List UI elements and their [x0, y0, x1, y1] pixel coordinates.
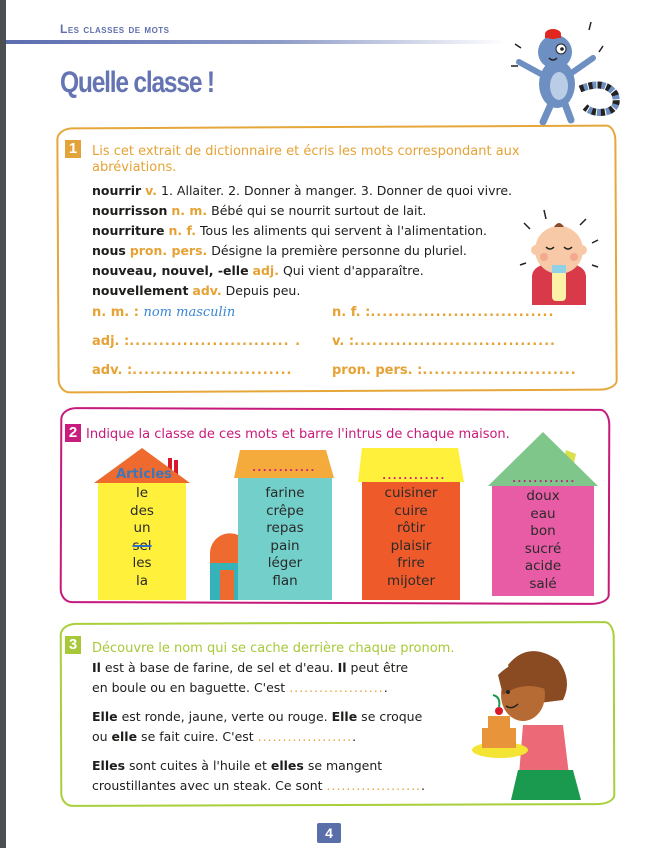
- period: .: [383, 680, 388, 695]
- raccoon-cat-mascot-icon: [505, 14, 625, 129]
- fill-adv[interactable]: [92, 363, 293, 378]
- house-word: doux: [526, 488, 560, 504]
- entry-abbr: v.: [145, 183, 158, 198]
- dictionary-entry: [92, 241, 532, 261]
- house-word: mijoter: [386, 572, 436, 589]
- fill-label: n. m. :: [92, 305, 139, 320]
- entry-word: nourrir: [92, 183, 142, 198]
- dictionary-entry: [92, 201, 532, 221]
- house-word: farine: [265, 485, 305, 501]
- riddle-text: est ronde, jaune, verte ou rouge.: [117, 709, 332, 724]
- exercise-1-instruction: Lis cet extrait de dictionnaire et écris les mots correspondant aux abréviations.: [92, 144, 520, 175]
- house-word: cuisiner: [384, 485, 438, 501]
- house-word: les: [132, 555, 152, 571]
- house-word: un: [133, 520, 151, 536]
- house-word: frire: [397, 555, 425, 571]
- house-word: salé: [529, 575, 557, 592]
- baby-with-bottle-icon: [514, 205, 604, 310]
- house-word: plaisir: [390, 537, 432, 554]
- riddle-text: croustillantes avec un steak. Ce sont: [92, 778, 327, 793]
- fill-label: adv. :: [92, 363, 133, 378]
- riddle-text: sont cuites à l'huile et: [125, 758, 271, 773]
- house-word: des: [130, 502, 154, 519]
- blank-line: ...........................: [132, 363, 293, 378]
- riddle-text: se fait cuire. C'est: [137, 729, 258, 744]
- fill-nm[interactable]: [92, 305, 235, 320]
- entry-abbr: n. m.: [171, 203, 208, 218]
- riddle-text: est à base de farine, de sel et d'eau.: [100, 660, 338, 675]
- house-word: le: [135, 485, 149, 501]
- house-word: la: [135, 572, 149, 589]
- blank-line: ..........................: [422, 363, 577, 378]
- fill-v[interactable]: [332, 334, 556, 349]
- exercise-3-number: 3: [65, 636, 81, 654]
- fill-label: v. :: [332, 334, 355, 349]
- entry-definition: Bébé qui se nourrit surtout de lait.: [211, 203, 427, 218]
- dictionary-entry: [92, 281, 532, 301]
- house-2-class-blank[interactable]: ............: [252, 463, 316, 474]
- house-4-class-blank[interactable]: ............: [512, 474, 576, 485]
- left-page-edge: [0, 0, 6, 848]
- section-label: Les classes de mots: [60, 22, 170, 36]
- house-4-words: [492, 488, 594, 593]
- riddle-text: en boule ou en baguette. C'est: [92, 680, 290, 695]
- period: .: [421, 778, 425, 793]
- answer-blank[interactable]: ...................: [326, 778, 422, 793]
- entry-definition: Tous les aliments qui servent à l'alimentation.: [200, 223, 487, 238]
- blank-line: ..................................: [354, 334, 556, 349]
- house-2-words: [238, 485, 332, 590]
- riddle-3: [92, 756, 472, 796]
- house-word: rôtir: [396, 520, 426, 536]
- fill-row: [92, 363, 612, 392]
- period: .: [352, 729, 357, 744]
- blank-line: ...............................: [370, 305, 555, 320]
- entry-abbr: adv.: [192, 283, 222, 298]
- pronoun: Elles: [92, 758, 126, 773]
- fill-label: n. f. :: [332, 305, 371, 320]
- fill-label: adj. :: [92, 334, 130, 349]
- blank-line: ........................... .: [129, 334, 302, 349]
- house-word: acide: [524, 558, 562, 574]
- house-3-class-blank[interactable]: ............: [382, 471, 446, 482]
- riddle-line: [92, 727, 472, 747]
- page-title: Quelle classe !: [60, 66, 214, 99]
- exercise-2-instruction: Indique la classe de ces mots et barre l'intrus de chaque maison.: [86, 427, 510, 442]
- pronoun: Elle: [92, 709, 118, 724]
- riddle-2: [92, 707, 472, 747]
- house-1-words: [98, 485, 186, 590]
- riddle-text: se croque: [357, 709, 423, 724]
- house-word: repas: [266, 520, 304, 536]
- house-1-class-label[interactable]: Articles: [116, 467, 172, 482]
- entry-word: nourrisson: [92, 203, 168, 218]
- riddle-line: [92, 678, 472, 698]
- entry-abbr: adj.: [252, 263, 279, 278]
- entry-word: nourriture: [92, 223, 165, 238]
- house-word: crêpe: [266, 502, 304, 519]
- fill-row: [92, 305, 612, 334]
- entry-word: nouveau, nouvel, -elle: [92, 263, 249, 278]
- girl-with-cake-icon: [468, 640, 588, 805]
- exercise-1-number: 1: [65, 140, 81, 158]
- dictionary-entry: [92, 181, 532, 201]
- entry-abbr: pron. pers.: [129, 243, 208, 258]
- riddle-line: [92, 776, 472, 796]
- riddle-text: ou: [92, 729, 112, 744]
- answer-blank[interactable]: ...................: [289, 680, 384, 695]
- entry-definition: Désigne la première personne du pluriel.: [211, 243, 467, 258]
- entry-word: nouvellement: [92, 283, 189, 298]
- pronoun: Elle: [331, 709, 358, 724]
- exercise-3-instruction: Découvre le nom qui se cache derrière chaque pronom.: [92, 641, 455, 656]
- house-word: sucré: [524, 540, 562, 557]
- riddle-text: se mangent: [303, 758, 383, 773]
- dictionary-entry: [92, 261, 532, 281]
- house-word: eau: [530, 505, 556, 522]
- pronoun: elles: [270, 758, 304, 773]
- entry-definition: Qui vient d'apparaître.: [282, 263, 424, 278]
- answer-blank[interactable]: ...................: [257, 729, 353, 744]
- riddle-line: [92, 756, 472, 776]
- riddle-text: peut être: [346, 660, 409, 675]
- riddle-1: [92, 658, 472, 698]
- dictionary-entry: [92, 221, 532, 241]
- entry-word: nous: [92, 243, 126, 258]
- house-word-struck-intruder[interactable]: sel: [132, 537, 152, 554]
- house-word: léger: [267, 555, 303, 571]
- handwritten-answer: nom masculin: [143, 305, 236, 320]
- fill-label: pron. pers. :: [332, 363, 423, 378]
- riddle-line: [92, 658, 472, 678]
- house-word: cuire: [394, 502, 428, 519]
- dictionary-extract: [92, 181, 532, 301]
- house-word: pain: [270, 537, 300, 554]
- header-rule: [6, 40, 506, 44]
- entry-definition: 1. Allaiter. 2. Donner à manger. 3. Donner de quoi vivre.: [161, 183, 513, 198]
- abbreviation-fill-grid: [92, 305, 612, 392]
- fill-nf[interactable]: [332, 305, 554, 320]
- fill-adj[interactable]: [92, 334, 301, 349]
- entry-abbr: n. f.: [168, 223, 197, 238]
- house-word: bon: [530, 523, 556, 539]
- fill-row: [92, 334, 612, 363]
- pronoun: Il: [337, 660, 347, 675]
- fill-pron-pers[interactable]: [332, 363, 577, 378]
- exercise-2-number: 2: [65, 424, 81, 442]
- pronoun: elle: [111, 729, 138, 744]
- entry-definition: Depuis peu.: [225, 283, 301, 298]
- house-3-words: [362, 485, 460, 590]
- pronoun: Il: [92, 660, 101, 675]
- page-number: 4: [317, 823, 341, 843]
- riddle-line: [92, 707, 472, 727]
- house-word: flan: [272, 572, 298, 589]
